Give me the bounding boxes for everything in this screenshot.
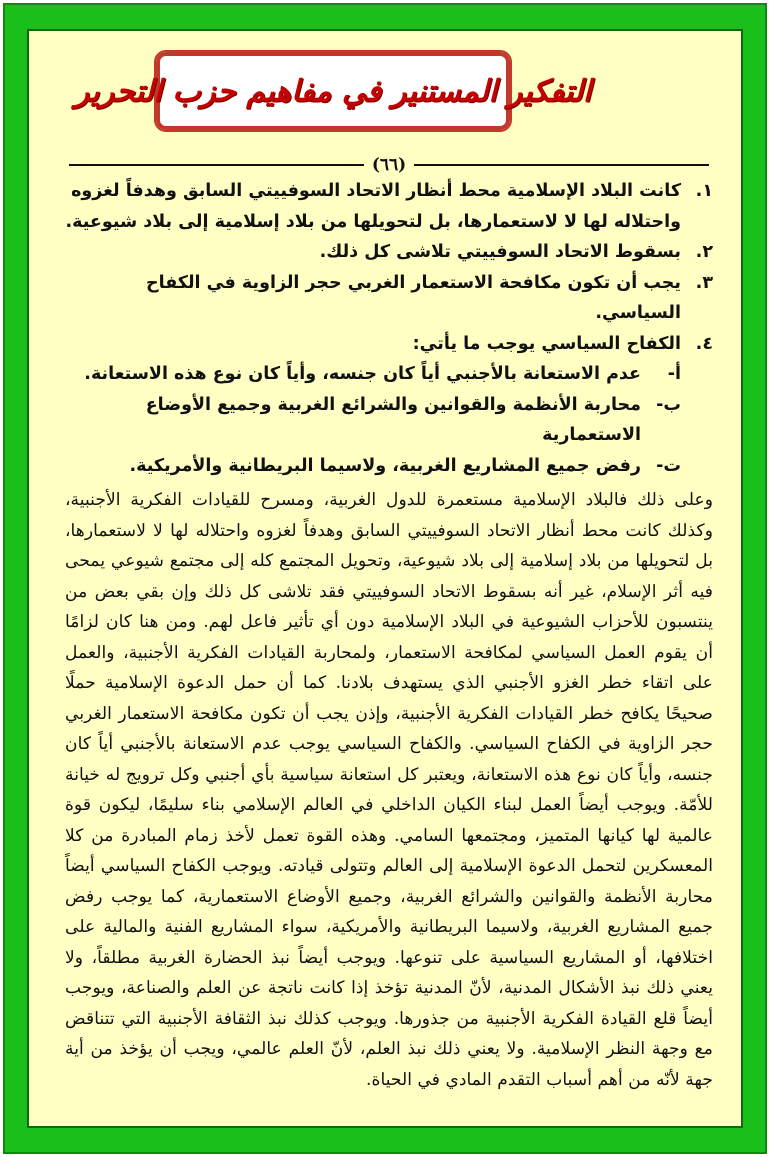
point-text: يجب أن تكون مكافحة الاستعمار الغربي حجر الزاوية في الكفاح السياسي.: [146, 272, 681, 323]
page: [27, 29, 743, 1128]
sub-point-text: عدم الاستعانة بالأجنبي أياً كان جنسه، وأياً كان نوع هذه الاستعانة.: [84, 364, 641, 384]
sub-point-item: [65, 451, 713, 482]
point-number: ١.: [695, 181, 713, 201]
point-text: الكفاح السياسي يوجب ما يأتي:: [412, 333, 681, 354]
point-number: ٢.: [695, 242, 713, 262]
divider-left: [69, 164, 364, 166]
point-text: كانت البلاد الإسلامية محط أنظار الاتحاد السوفييتي السابق وهدفاً لغزوه واحتلاله لها لا لاستعمارها، بل لتحويلها من بلاد إسلامية إلى بلاد شيوعية.: [65, 181, 681, 232]
sub-point-item: [65, 359, 713, 390]
page-number-row: [69, 153, 709, 177]
point-item: [65, 268, 713, 329]
body-paragraph: وعلى ذلك فالبلاد الإسلامية مستعمرة للدول الغربية، ومسرح للقيادات الفكرية الأجنبية، وكذلك كانت محط أنظار الاتحاد السوفييتي السابق وهدفاً لغزوه واحتلاله لها لا لاستعمارها، بل لتحويلها من بلاد إسلامية إلى بلاد شيوعية، وتحويل المجتمع كله إلى مجتمع شيوعي يمحى فيه أثر الإسلام، غير أنه بسقوط الاتحاد السوفييتي فقد تلاشى كل ذلك وإن بقي بعض من ينتسبون للأحزاب الشيوعية في البلاد الإسلامية دون أي تأثير فاعل لهم. ومن هنا كان لزامًا أن يقوم العمل السياسي لمكافحة الاستعمار، ولمحاربة القيادات الفكرية الأجنبية، والعمل على اتقاء خطر الغزو الأجنبي الذي يستهدف بلادنا. كما أن حمل الدعوة الإسلامية حملًا صحيحًا يكافح خطر القيادات الفكرية الأجنبية، وإذن يجب أن تكون مكافحة الاستعمار الغربي حجر الزاوية في الكفاح السياسي. والكفاح السياسي يوجب عدم الاستعانة بالأجنبي أياً كان جنسه، وأياً كان نوع هذه الاستعانة، ويعتبر كل استعانة سياسية بأي أجنبي وكل ترويج له خيانة للأمّة. ويوجب أيضاً العمل لبناء الكيان الداخلي في العالم الإسلامي بناء سليمًا، ليكون قوة عالمية لها كيانها المتميز، ومجتمعها السامي. وهذه القوة تعمل لأخذ زمام المبادرة من كلا المعسكرين لتحمل الدعوة الإسلامية إلى العالم وتتولى قيادته. ويوجب الكفاح السياسي أيضاً محاربة الأنظمة والقوانين والشرائع الغربية، وجميع الأوضاع الاستعمارية، كما يوجب رفض جميع المشاريع الغربية، ولاسيما البريطانية والأمريكية، سواء المشاريع الفنية والمالية على اختلافها، أو المشاريع السياسية على تنوعها. ويوجب أيضاً نبذ الحضارة الغربية مطلقاً، ولا يعني ذلك نبذ الأشكال المدنية، لأنّ المدنية تؤخذ إذا كانت ناتجة عن العلم والصناعة، ويوجب أيضاً قلع القيادة الفكرية الأجنبية من جذورها. ويوجب كذلك نبذ الثقافة الأجنبية التي تتناقض مع وجهة النظر الإسلامية. ولا يعني ذلك نبذ العلم، لأنّ العلم عالمي، ويجب أن يؤخذ من أية جهة لأنّه من أهم أسباب التقدم المادي في الحياة.: [65, 490, 713, 1090]
point-item: [65, 176, 713, 237]
point-number: ٤.: [695, 333, 713, 354]
point-number: ٣.: [695, 272, 713, 293]
banner-title: التفكير المستنير في مفاهيم حزب التحرير: [74, 73, 592, 109]
divider-right: [414, 164, 709, 166]
sub-point-item: [65, 390, 713, 451]
point-text: بسقوط الاتحاد السوفييتي تلاشى كل ذلك.: [319, 242, 681, 262]
outer-frame: [3, 3, 767, 1154]
point-item: [65, 237, 713, 268]
sub-point-letter: ب-: [656, 394, 681, 415]
sub-point-text: محاربة الأنظمة والقوانين والشرائع الغربية وجميع الأوضاع الاستعمارية: [145, 394, 641, 445]
content: [65, 176, 713, 1095]
sub-point-letter: أ-: [667, 364, 681, 384]
point-item: [65, 329, 713, 360]
sub-point-text: رفض جميع المشاريع الغربية، ولاسيما البريطانية والأمريكية.: [129, 455, 641, 476]
title-banner: [74, 50, 592, 132]
sub-point-letter: ت-: [656, 455, 681, 476]
page-number: (٦٦): [371, 155, 407, 175]
